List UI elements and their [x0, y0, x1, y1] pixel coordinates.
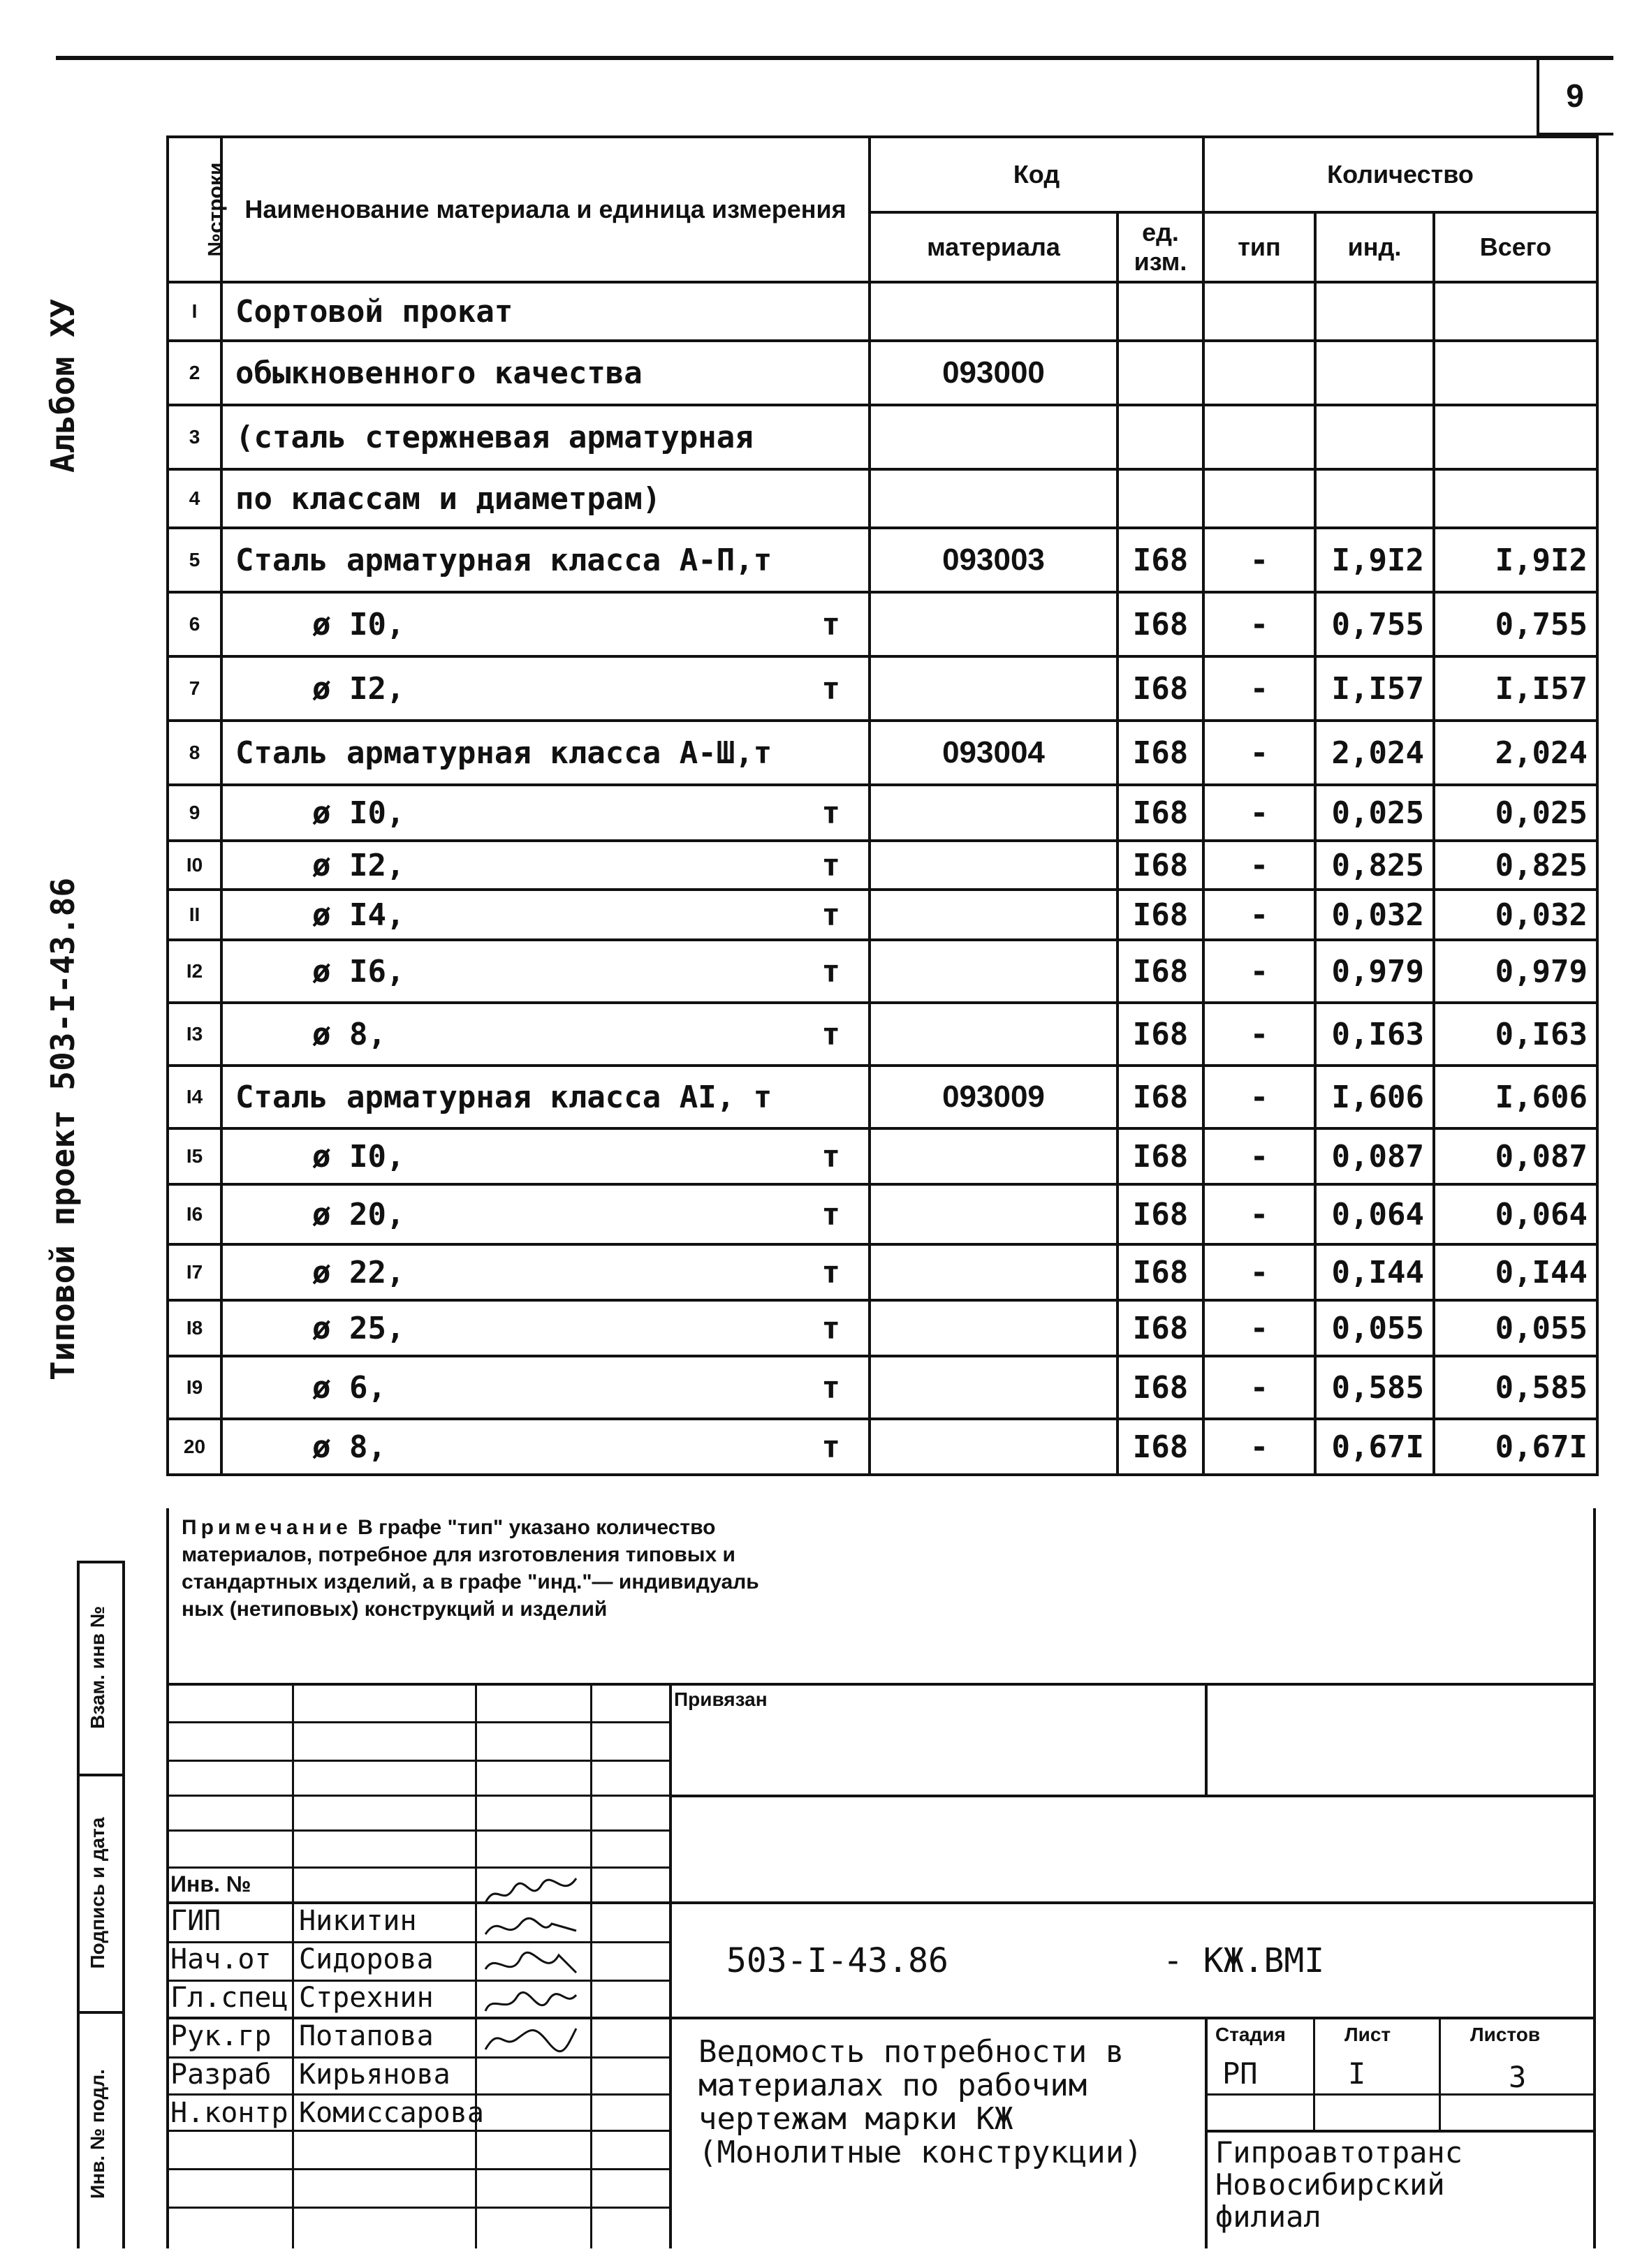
material-name [221, 341, 870, 405]
tip-value [1203, 341, 1315, 405]
unit-suffix: т [821, 606, 840, 642]
total-value: 0,087 [1434, 1128, 1597, 1184]
ind-value [1315, 282, 1434, 341]
title-line-3: чертежам марки КЖ [698, 2101, 1013, 2137]
unit-code: I68 [1117, 1128, 1203, 1184]
total-value: 0,064 [1434, 1184, 1597, 1244]
tip-value: - [1203, 528, 1315, 592]
ind-value: I,9I2 [1315, 528, 1434, 592]
row-number: 2 [168, 341, 221, 405]
privyazan-label: Привязан [674, 1688, 768, 1710]
signature-kiryanova [482, 2022, 580, 2056]
tip-value: - [1203, 785, 1315, 841]
tip-value [1203, 405, 1315, 469]
staff-name: Кирьянова [299, 2059, 450, 2091]
staff-role: Разраб [170, 2059, 272, 2091]
staff-role: ГИП [170, 1905, 221, 1937]
tip-value: - [1203, 656, 1315, 721]
row-number: 4 [168, 469, 221, 528]
tip-value: - [1203, 1128, 1315, 1184]
total-value: 0,055 [1434, 1300, 1597, 1356]
row-number: I3 [168, 1003, 221, 1066]
material-name-text: ø 20, [312, 1196, 405, 1232]
material-code: 093004 [870, 721, 1117, 785]
material-name-text: ø I0, [312, 795, 405, 831]
header-ind: инд. [1315, 212, 1434, 282]
material-name [221, 1128, 870, 1184]
material-code [870, 785, 1117, 841]
material-name-text: ø I2, [312, 670, 405, 707]
total-value: 0,825 [1434, 841, 1597, 890]
ind-value [1315, 405, 1434, 469]
material-code [870, 1419, 1117, 1475]
document-code: 503-I-43.86 [726, 1941, 948, 1980]
table-row [168, 940, 1597, 1003]
material-name [221, 721, 870, 785]
document-mark: - КЖ.ВМI [1163, 1941, 1325, 1980]
total-value: 0,67I [1434, 1419, 1597, 1475]
ind-value: 0,064 [1315, 1184, 1434, 1244]
row-number: I5 [168, 1128, 221, 1184]
stage-value: РП [1222, 2056, 1258, 2091]
material-name [221, 841, 870, 890]
total-value: 0,755 [1434, 592, 1597, 656]
tip-value: - [1203, 1356, 1315, 1419]
material-name [221, 1419, 870, 1475]
material-code [870, 940, 1117, 1003]
unit-code: I68 [1117, 940, 1203, 1003]
unit-code: I68 [1117, 1066, 1203, 1128]
staff-name: Сидорова [299, 1943, 434, 1975]
material-code [870, 841, 1117, 890]
header-quantity: Количество [1203, 137, 1597, 212]
page-number: 9 [1566, 78, 1584, 114]
material-name [221, 592, 870, 656]
material-name-text: ø I0, [312, 606, 405, 642]
material-name-text: ø I2, [312, 847, 405, 883]
material-name [221, 1300, 870, 1356]
unit-suffix: т [821, 847, 840, 883]
table-row [168, 1244, 1597, 1300]
table-row [168, 282, 1597, 341]
row-number: 5 [168, 528, 221, 592]
table-row [168, 841, 1597, 890]
tip-value: - [1203, 1419, 1315, 1475]
total-value: I,I57 [1434, 656, 1597, 721]
material-code [870, 1244, 1117, 1300]
table-row [168, 469, 1597, 528]
material-name-text: по классам и диаметрам) [235, 480, 661, 517]
tip-value: - [1203, 592, 1315, 656]
material-name [221, 890, 870, 940]
title-line-2: материалах по рабочим [698, 2068, 1087, 2103]
material-code [870, 282, 1117, 341]
unit-code [1117, 405, 1203, 469]
staff-role: Рук.гр [170, 2020, 272, 2052]
total-value: 0,I44 [1434, 1244, 1597, 1300]
material-name-text: Сталь арматурная класса А-П,т [235, 542, 772, 578]
table-row [168, 1300, 1597, 1356]
material-code [870, 469, 1117, 528]
materials-table [166, 135, 1599, 1476]
sheets-label: Листов [1470, 2024, 1541, 2045]
total-value: 0,I63 [1434, 1003, 1597, 1066]
signature-potapova [482, 1987, 580, 2022]
table-row [168, 528, 1597, 592]
ind-value: 0,755 [1315, 592, 1434, 656]
note-text [182, 1514, 985, 1623]
unit-code: I68 [1117, 592, 1203, 656]
row-number: 8 [168, 721, 221, 785]
material-name [221, 405, 870, 469]
tip-value: - [1203, 1244, 1315, 1300]
ind-value: 0,I44 [1315, 1244, 1434, 1300]
staff-role: Нач.от [170, 1943, 272, 1975]
staff-name: Комиссарова [299, 2097, 484, 2129]
ind-value: 0,032 [1315, 890, 1434, 940]
material-name-text: Сортовой прокат [235, 293, 513, 330]
material-code [870, 405, 1117, 469]
top-border-line [56, 56, 1613, 60]
table-row [168, 1066, 1597, 1128]
row-number: 3 [168, 405, 221, 469]
note-line-3: стандартных изделий, а в графе "инд."— индивидуаль [182, 1570, 759, 1593]
note-line-4: ных (нетиповых) конструкций и изделий [182, 1598, 608, 1621]
unit-code [1117, 341, 1203, 405]
ind-value [1315, 341, 1434, 405]
material-code [870, 1356, 1117, 1419]
tip-value: - [1203, 1184, 1315, 1244]
unit-suffix: т [821, 1196, 840, 1232]
material-name-text: ø I4, [312, 897, 405, 933]
signature-strekhnin [482, 1948, 580, 1983]
ind-value: 0,979 [1315, 940, 1434, 1003]
table-row [168, 785, 1597, 841]
unit-code: I68 [1117, 1003, 1203, 1066]
unit-suffix: т [821, 1016, 840, 1052]
note-label: Примечание [182, 1516, 352, 1539]
unit-suffix: т [821, 1138, 840, 1174]
unit-code: I68 [1117, 1419, 1203, 1475]
material-name [221, 1066, 870, 1128]
row-number: I7 [168, 1244, 221, 1300]
material-code [870, 1184, 1117, 1244]
tip-value [1203, 469, 1315, 528]
tip-value: - [1203, 1300, 1315, 1356]
staff-name: Стрехнин [299, 1982, 434, 2014]
total-value [1434, 469, 1597, 528]
header-tip: тип [1203, 212, 1315, 282]
row-number: I6 [168, 1184, 221, 1244]
staff-name: Потапова [299, 2020, 434, 2052]
material-name [221, 1184, 870, 1244]
unit-suffix: т [821, 1429, 840, 1465]
row-number: 7 [168, 656, 221, 721]
title-line-4: (Монолитные конструкции) [698, 2135, 1143, 2170]
table-row [168, 656, 1597, 721]
tip-value [1203, 282, 1315, 341]
org-line-2: Новосибирский [1215, 2167, 1445, 2202]
material-name [221, 282, 870, 341]
table-row [168, 592, 1597, 656]
unit-code [1117, 469, 1203, 528]
unit-suffix: т [821, 795, 840, 831]
table-row [168, 341, 1597, 405]
unit-suffix: т [821, 953, 840, 989]
unit-code: I68 [1117, 1356, 1203, 1419]
total-value [1434, 341, 1597, 405]
row-number: 9 [168, 785, 221, 841]
material-name-text: ø I6, [312, 953, 405, 989]
material-name [221, 1356, 870, 1419]
project-label: Типовой проект 503-I-43.86 [44, 877, 82, 1380]
material-name-text: ø 8, [312, 1016, 386, 1052]
material-name-text: ø 6, [312, 1369, 386, 1406]
ind-value: 0,I63 [1315, 1003, 1434, 1066]
material-name-text: (сталь стержневая арматурная [235, 419, 754, 455]
material-code [870, 656, 1117, 721]
total-value: 0,585 [1434, 1356, 1597, 1419]
header-code: Код [870, 137, 1203, 212]
material-code [870, 1128, 1117, 1184]
table-row [168, 405, 1597, 469]
unit-code [1117, 282, 1203, 341]
signature-sidorova [482, 1910, 580, 1945]
tip-value: - [1203, 841, 1315, 890]
tip-value: - [1203, 890, 1315, 940]
row-number: II [168, 890, 221, 940]
material-name [221, 1244, 870, 1300]
unit-code: I68 [1117, 841, 1203, 890]
strip-inv-podl: Инв. № подл. [87, 2069, 108, 2199]
document-title [698, 2035, 1143, 2170]
row-number: I0 [168, 841, 221, 890]
stage-label: Стадия [1215, 2024, 1286, 2045]
unit-suffix: т [821, 1254, 840, 1290]
ind-value: 0,585 [1315, 1356, 1434, 1419]
inv-no-label: Инв. № [170, 1871, 251, 1897]
ind-value: 0,087 [1315, 1128, 1434, 1184]
material-name-text: Сталь арматурная класса АI, т [235, 1079, 772, 1115]
table-row [168, 890, 1597, 940]
unit-suffix: т [821, 670, 840, 707]
unit-suffix: т [821, 897, 840, 933]
ind-value: 2,024 [1315, 721, 1434, 785]
staff-role: Гл.спец [170, 1982, 288, 2014]
ind-value: I,I57 [1315, 656, 1434, 721]
unit-code: I68 [1117, 528, 1203, 592]
note-line-2: материалов, потребное для изготовления типовых и [182, 1543, 735, 1566]
row-number: 20 [168, 1419, 221, 1475]
material-code: 093009 [870, 1066, 1117, 1128]
row-number: I8 [168, 1300, 221, 1356]
total-value: 0,025 [1434, 785, 1597, 841]
material-name-text: ø 22, [312, 1254, 405, 1290]
unit-code: I68 [1117, 785, 1203, 841]
row-number: 6 [168, 592, 221, 656]
header-row-number: №строки [168, 137, 221, 282]
ind-value: I,606 [1315, 1066, 1434, 1128]
org-line-3: филиал [1215, 2200, 1321, 2234]
material-name-text: ø 8, [312, 1429, 386, 1465]
unit-code: I68 [1117, 721, 1203, 785]
material-name [221, 656, 870, 721]
row-number: I4 [168, 1066, 221, 1128]
table-row [168, 1003, 1597, 1066]
header-total: Всего [1434, 212, 1597, 282]
staff-name: Никитин [299, 1905, 417, 1937]
material-name-text: ø I0, [312, 1138, 405, 1174]
material-name [221, 528, 870, 592]
org-line-1: Гипроавтотранс [1215, 2135, 1463, 2170]
unit-code: I68 [1117, 656, 1203, 721]
organization [1215, 2137, 1463, 2233]
ind-value: 0,055 [1315, 1300, 1434, 1356]
tip-value: - [1203, 1066, 1315, 1128]
total-value: I,606 [1434, 1066, 1597, 1128]
tip-value: - [1203, 721, 1315, 785]
header-material-name: Наименование материала и единица измерения [221, 137, 870, 282]
table-row [168, 1419, 1597, 1475]
title-line-1: Ведомость потребности в [698, 2034, 1124, 2070]
total-value: 0,979 [1434, 940, 1597, 1003]
material-name [221, 469, 870, 528]
album-label: Альбом ХУ [44, 298, 82, 473]
tip-value: - [1203, 1003, 1315, 1066]
material-code [870, 1300, 1117, 1356]
row-number: I9 [168, 1356, 221, 1419]
ind-value: 0,025 [1315, 785, 1434, 841]
header-material-code: материала [870, 212, 1117, 282]
sheets-value: 3 [1509, 2060, 1527, 2094]
row-number: I2 [168, 940, 221, 1003]
sheet-label: Лист [1344, 2024, 1391, 2045]
table-row [168, 1128, 1597, 1184]
material-name [221, 1003, 870, 1066]
material-name [221, 785, 870, 841]
total-value: 2,024 [1434, 721, 1597, 785]
table-row [168, 1356, 1597, 1419]
sheet-value: I [1348, 2056, 1366, 2091]
unit-code: I68 [1117, 1184, 1203, 1244]
ind-value [1315, 469, 1434, 528]
material-code [870, 1003, 1117, 1066]
material-code [870, 592, 1117, 656]
material-code [870, 890, 1117, 940]
ind-value: 0,825 [1315, 841, 1434, 890]
material-name-text: Сталь арматурная класса А-Ш,т [235, 735, 772, 771]
table-row [168, 1184, 1597, 1244]
unit-suffix: т [821, 1310, 840, 1346]
unit-code: I68 [1117, 1244, 1203, 1300]
tip-value: - [1203, 940, 1315, 1003]
strip-vzam-inv: Взам. инв № [87, 1606, 108, 1729]
material-code: 093003 [870, 528, 1117, 592]
total-value [1434, 282, 1597, 341]
ind-value: 0,67I [1315, 1419, 1434, 1475]
material-name-text: ø 25, [312, 1310, 405, 1346]
strip-podpis-data: Подпись и дата [87, 1817, 108, 1969]
total-value: 0,032 [1434, 890, 1597, 940]
total-value [1434, 405, 1597, 469]
staff-role: Н.контр [170, 2097, 288, 2129]
table-row [168, 721, 1597, 785]
total-value: I,9I2 [1434, 528, 1597, 592]
header-unit: ед. изм. [1117, 212, 1203, 282]
unit-code: I68 [1117, 890, 1203, 940]
material-code: 093000 [870, 341, 1117, 405]
row-number: I [168, 282, 221, 341]
note-line-1: В графе "тип" указано количество [358, 1516, 716, 1539]
unit-code: I68 [1117, 1300, 1203, 1356]
material-name-text: обыкновенного качества [235, 355, 643, 391]
material-name [221, 940, 870, 1003]
signature-nikitin [482, 1875, 580, 1910]
unit-suffix: т [821, 1369, 840, 1406]
